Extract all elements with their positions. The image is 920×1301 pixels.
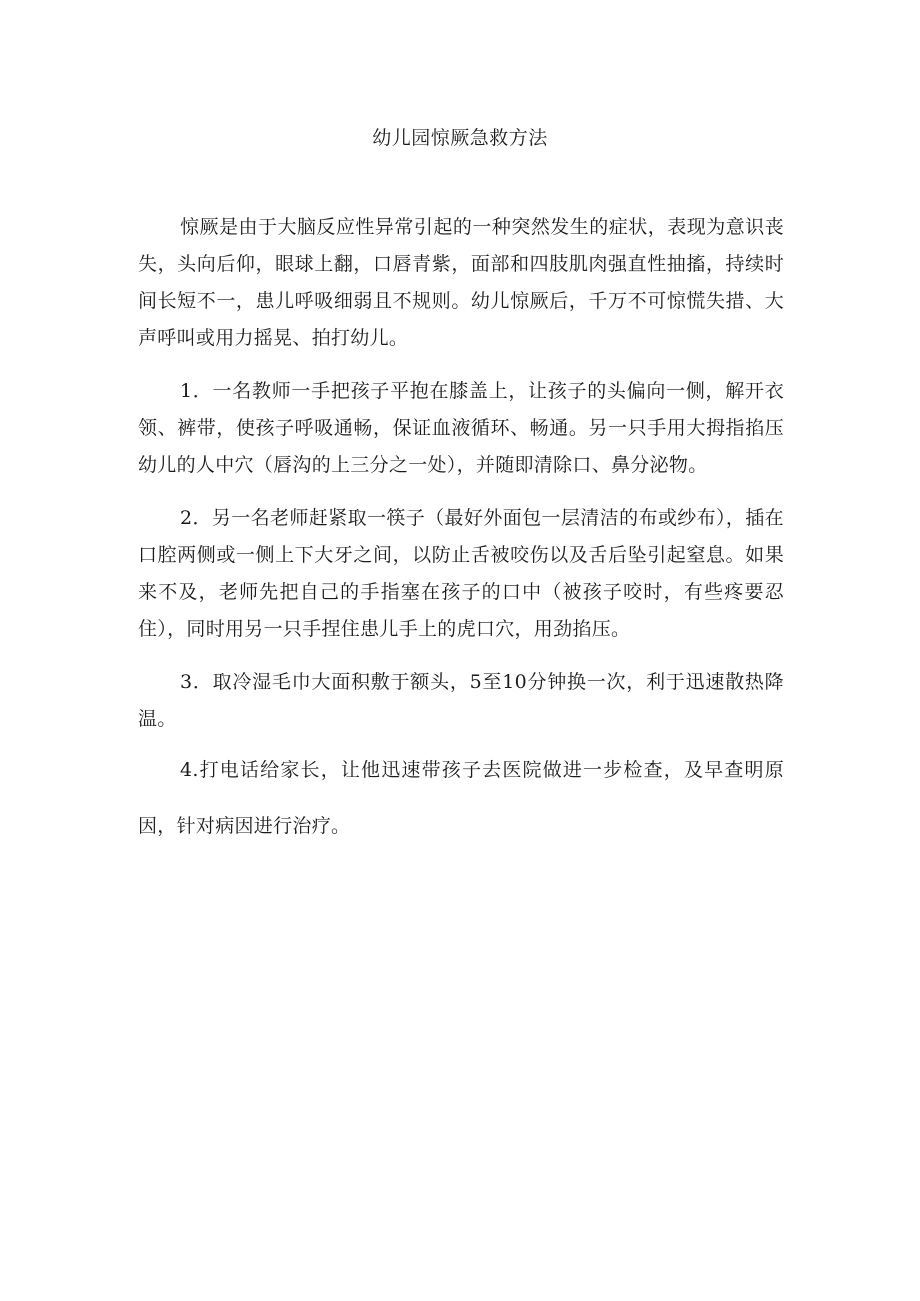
paragraph-step-2: 2．另一名老师赶紧取一筷子（最好外面包一层清洁的布或纱布），插在口腔两侧或一侧上下大牙之间，以防止舌被咬伤以及舌后坠引起窒息。如果来不及，老师先把自己的手指塞在孩子的口中（被孩子咬时，有些疼要忍住），同时用另一只手捏住患儿手上的虎口穴，用劲掐压。 bbox=[138, 507, 784, 640]
document-body bbox=[138, 209, 784, 850]
document-title: 幼儿园惊厥急救方法 bbox=[372, 127, 548, 149]
paragraph-step-3: 3．取冷湿毛巾大面积敷于额头，5至10分钟换一次，利于迅速散热降温。 bbox=[138, 671, 784, 730]
paragraph-intro: 惊厥是由于大脑反应性异常引起的一种突然发生的症状，表现为意识丧失，头向后仰，眼球上翻，口唇青紫，面部和四肢肌肉强直性抽搐，持续时间长短不一，患儿呼吸细弱且不规则。幼儿惊厥后，千万不可惊慌失措、大声呼叫或用力摇晃、拍打幼儿。 bbox=[138, 216, 784, 349]
paragraph-step-4: 4.打电话给家长，让他迅速带孩子去医院做进一步检查，及早查明原因，针对病因进行治疗。 bbox=[138, 759, 784, 837]
paragraph-step-1: 1．一名教师一手把孩子平抱在膝盖上，让孩子的头偏向一侧，解开衣领、裤带，使孩子呼吸通畅，保证血液循环、畅通。另一只手用大拇指掐压幼儿的人中穴（唇沟的上三分之一处），并随即清除口、鼻分泌物。 bbox=[138, 380, 784, 476]
